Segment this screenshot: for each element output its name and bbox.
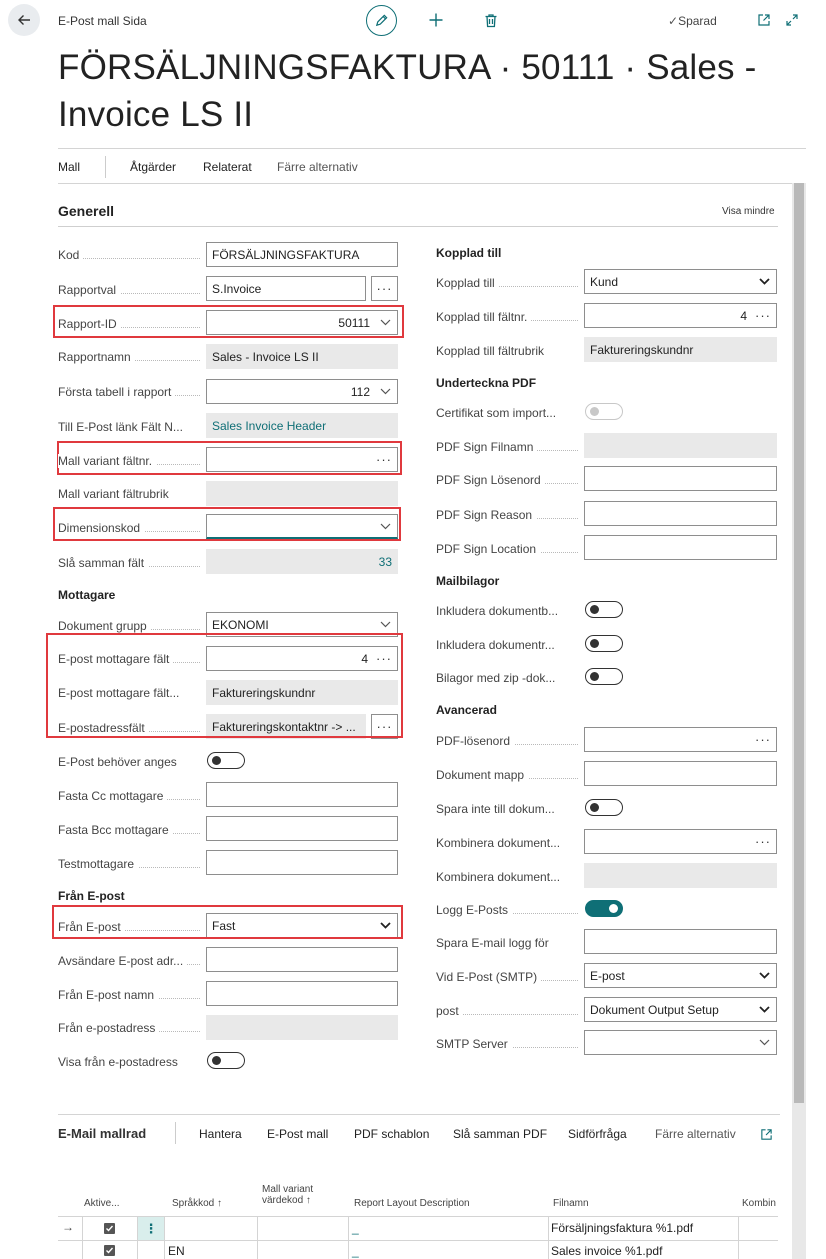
col-header-mall-variant-line2: värdekod ↑	[262, 1195, 311, 1206]
lines-action-pdf-schablon[interactable]: PDF schablon	[354, 1127, 430, 1141]
till-lank-field[interactable]: Sales Invoice Header	[206, 413, 398, 438]
rapportnamn-field: Sales - Invoice LS II	[206, 344, 398, 369]
label-fasta-cc: Fasta Cc mottagare	[58, 789, 200, 803]
kopplad-rubrik-field: Faktureringskundnr	[584, 337, 777, 362]
back-button[interactable]	[8, 4, 40, 36]
group-underteckna-pdf: Underteckna PDF	[436, 376, 537, 390]
fran-adress-field	[206, 1015, 398, 1040]
post-select[interactable]: Dokument Output Setup	[584, 997, 777, 1022]
label-logg: Logg E-Posts	[436, 903, 578, 917]
label-kombinera1: Kombinera dokument...	[436, 836, 578, 850]
col-header-kombin[interactable]: Kombin	[742, 1198, 776, 1209]
label-behover-anges: E-Post behöver anges	[58, 755, 200, 769]
chevron-down-icon	[757, 972, 771, 979]
label-mottagare-falt2: E-post mottagare fält...	[58, 686, 200, 700]
pdf-reason-field[interactable]	[584, 501, 777, 526]
adressfalt-field: Faktureringskontaktnr -> ...	[206, 714, 366, 739]
label-fasta-bcc: Fasta Bcc mottagare	[58, 823, 200, 837]
saved-label: Sparad	[678, 14, 717, 28]
zip-toggle[interactable]	[585, 668, 623, 685]
label-rapport-id: Rapport-ID	[58, 317, 200, 331]
check-icon	[105, 1246, 114, 1255]
label-spara-inte: Spara inte till dokum...	[436, 802, 578, 816]
group-avancerad: Avancerad	[436, 703, 497, 717]
label-pdf-filnamn: PDF Sign Filnamn	[436, 440, 578, 454]
col-header-filnamn[interactable]: Filnamn	[553, 1198, 589, 1209]
lines-action-hantera[interactable]: Hantera	[199, 1127, 242, 1141]
pdf-losen-field[interactable]	[584, 466, 777, 491]
label-dimensionskod: Dimensionskod	[58, 521, 200, 535]
fran-namn-field[interactable]	[206, 981, 398, 1006]
kopplad-faltnr-field[interactable]: 4 ···	[584, 303, 777, 328]
ellipsis-icon: ···	[755, 308, 771, 323]
label-forsta-tabell: Första tabell i rapport	[58, 385, 200, 399]
fran-epost-select[interactable]: Fast	[206, 913, 398, 938]
chevron-down-icon	[757, 1006, 771, 1013]
label-pdf-location: PDF Sign Location	[436, 542, 578, 556]
label-pdf-losenord: PDF-lösenord	[436, 734, 578, 748]
label-rapportval: Rapportval	[58, 283, 200, 297]
label-dokument-grupp: Dokument grupp	[58, 619, 200, 633]
pdf-location-field[interactable]	[584, 535, 777, 560]
trash-icon	[484, 13, 498, 28]
row1-menu-button[interactable]	[138, 1217, 164, 1240]
lines-action-sla-samman-pdf[interactable]: Slå samman PDF	[453, 1127, 548, 1141]
row2-filnamn[interactable]: Sales invoice %1.pdf	[551, 1244, 663, 1258]
label-fran-namn: Från E-post namn	[58, 988, 200, 1002]
lines-action-sidforfraga[interactable]: Sidförfråga	[568, 1127, 627, 1141]
scrollbar-thumb[interactable]	[794, 183, 804, 1103]
kopplad-till-select[interactable]: Kund	[584, 269, 777, 294]
new-button[interactable]	[424, 8, 448, 32]
label-inkl-r: Inkludera dokumentr...	[436, 638, 578, 652]
pencil-icon	[374, 13, 389, 28]
label-adressfalt: E-postadressfält	[58, 721, 200, 735]
action-fewer-options[interactable]: Färre alternativ	[277, 160, 358, 174]
vertical-ellipsis-icon: ⋮	[144, 1220, 158, 1236]
fasta-bcc-field[interactable]	[206, 816, 398, 841]
group-mailbilagor: Mailbilagor	[436, 574, 500, 588]
label-testmottagare: Testmottagare	[58, 857, 200, 871]
label-dok-mapp: Dokument mapp	[436, 768, 578, 782]
spara-inte-toggle[interactable]	[585, 799, 623, 816]
dok-mapp-field[interactable]	[584, 761, 777, 786]
sla-samman-field[interactable]: 33	[206, 549, 398, 574]
mottagare-falt-field[interactable]: 4 ···	[206, 646, 398, 671]
row1-layout[interactable]: _	[352, 1221, 359, 1235]
label-kopplad-till: Kopplad till	[436, 276, 578, 290]
action-relaterat[interactable]: Relaterat	[203, 160, 252, 174]
col-header-sprakkod[interactable]: Språkkod ↑	[172, 1198, 223, 1209]
smtp-server-select[interactable]	[584, 1030, 777, 1055]
mottagare-falt2-field: Faktureringskundnr	[206, 680, 398, 705]
label-pdf-losen: PDF Sign Lösenord	[436, 473, 578, 487]
group-kopplad-till: Kopplad till	[436, 246, 502, 260]
expand-icon	[785, 13, 799, 27]
chevron-down-icon	[757, 278, 771, 285]
testmottagare-field[interactable]	[206, 850, 398, 875]
rapportval-field[interactable]: S.Invoice	[206, 276, 366, 301]
rapportval-lookup-button[interactable]	[371, 276, 398, 301]
arrow-left-icon	[16, 12, 32, 28]
label-kopplad-rubrik: Kopplad till fältrubrik	[436, 344, 578, 358]
label-smtp-server: SMTP Server	[436, 1037, 578, 1051]
inkl-b-toggle[interactable]	[585, 601, 623, 618]
label-till-lank: Till E-Post länk Fält N...	[58, 420, 200, 434]
kod-field[interactable]: FÖRSÄLJNINGSFAKTURA	[206, 242, 398, 267]
label-mall-variant-nr: Mall variant fältnr.	[58, 454, 200, 468]
open-external-icon	[757, 13, 771, 27]
check-icon	[105, 1224, 114, 1233]
label-sla-samman: Slå samman fält	[58, 556, 200, 570]
label-vid-smtp: Vid E-Post (SMTP)	[436, 970, 578, 984]
pdf-losenord-field[interactable]	[584, 727, 777, 752]
pdf-filnamn-field	[584, 433, 777, 458]
open-external-icon	[760, 1128, 773, 1141]
label-post: post	[436, 1004, 578, 1018]
ellipsis-icon: ···	[376, 452, 392, 467]
inkl-r-toggle[interactable]	[585, 635, 623, 652]
visa-fran-toggle[interactable]	[207, 1052, 245, 1069]
label-mall-variant-rubrik: Mall variant fältrubrik	[58, 487, 200, 501]
show-less-link[interactable]: Visa mindre	[722, 206, 775, 217]
lines-open-button[interactable]	[754, 1122, 778, 1146]
label-rapportnamn: Rapportnamn	[58, 350, 200, 364]
ellipsis-icon: ···	[376, 281, 393, 296]
lines-title: E-Mail mallrad	[58, 1126, 147, 1141]
label-visa-fran: Visa från e-postadress	[58, 1055, 200, 1069]
behover-anges-toggle[interactable]	[207, 752, 245, 769]
edit-button[interactable]	[366, 5, 397, 36]
saved-status	[668, 14, 717, 28]
certifikat-toggle[interactable]	[585, 403, 623, 420]
ellipsis-icon: ···	[376, 651, 392, 666]
page-title: FÖRSÄLJNINGSFAKTURA · 50111 · Sales - Invoice LS II	[58, 48, 757, 134]
row1-active-checkbox[interactable]	[104, 1223, 115, 1234]
group-fran-epost: Från E-post	[58, 889, 125, 903]
row2-sprakkod[interactable]: EN	[168, 1244, 185, 1258]
dokument-grupp-select[interactable]: EKONOMI	[206, 612, 398, 637]
logg-toggle[interactable]	[585, 900, 623, 917]
action-bar	[58, 148, 806, 184]
rapport-id-select[interactable]: 50111	[206, 310, 398, 335]
row1-filnamn[interactable]: Försäljningsfaktura %1.pdf	[551, 1221, 694, 1235]
ellipsis-icon: ···	[376, 719, 393, 734]
section-title-general: Generell	[58, 203, 115, 219]
label-certifikat: Certifikat som import...	[436, 406, 578, 420]
label-fran-adress: Från e-postadress	[58, 1021, 200, 1035]
chevron-down-icon	[378, 621, 392, 628]
delete-button[interactable]	[479, 8, 503, 32]
label-avsandare: Avsändare E-post adr...	[58, 954, 200, 968]
chevron-down-icon	[757, 1039, 771, 1046]
action-atgarder[interactable]: Åtgärder	[130, 160, 177, 174]
ellipsis-icon: ···	[755, 834, 771, 849]
ellipsis-icon: ···	[755, 732, 771, 747]
label-zip: Bilagor med zip -dok...	[436, 671, 578, 685]
open-new-window-button[interactable]	[752, 8, 776, 32]
plus-icon	[428, 12, 444, 28]
col-header-mall-variant-line1: Mall variant	[262, 1184, 314, 1195]
label-mottagare-falt: E-post mottagare fält	[58, 652, 200, 666]
page-label: E-Post mall Sida	[58, 14, 147, 28]
vid-smtp-select[interactable]: E-post	[584, 963, 777, 988]
mall-variant-rubrik-field	[206, 481, 398, 506]
kombinera2-field	[584, 863, 777, 888]
group-mottagare: Mottagare	[58, 588, 116, 602]
forsta-tabell-select[interactable]: 112	[206, 379, 398, 404]
kombinera1-field[interactable]	[584, 829, 777, 854]
label-fran-epost: Från E-post	[58, 920, 200, 934]
avsandare-field[interactable]	[206, 947, 398, 972]
label-pdf-reason: PDF Sign Reason	[436, 508, 578, 522]
col-header-report-layout[interactable]: Report Layout Description	[354, 1198, 470, 1209]
row2-active-checkbox[interactable]	[104, 1245, 115, 1256]
check-icon: ✓	[668, 14, 679, 28]
label-inkl-b: Inkludera dokumentb...	[436, 604, 578, 618]
col-header-mall-variant[interactable]	[262, 1184, 313, 1206]
label-kombinera2: Kombinera dokument...	[436, 870, 578, 884]
spara-logg-field[interactable]	[584, 929, 777, 954]
label-kopplad-faltnr: Kopplad till fältnr.	[436, 310, 578, 324]
fasta-cc-field[interactable]	[206, 782, 398, 807]
chevron-down-icon	[378, 388, 392, 395]
row2-layout[interactable]: _	[352, 1244, 359, 1258]
col-header-aktive[interactable]: Aktive...	[84, 1198, 120, 1209]
action-mall[interactable]: Mall	[58, 160, 81, 174]
label-spara-logg: Spara E-mail logg för	[436, 936, 578, 950]
expand-button[interactable]	[780, 8, 804, 32]
label-kod: Kod	[58, 248, 200, 262]
lines-action-epost-mall[interactable]: E-Post mall	[267, 1127, 329, 1141]
lines-action-fewer-options[interactable]: Färre alternativ	[655, 1127, 736, 1141]
row-selected-arrow-icon: →	[62, 1220, 74, 1234]
